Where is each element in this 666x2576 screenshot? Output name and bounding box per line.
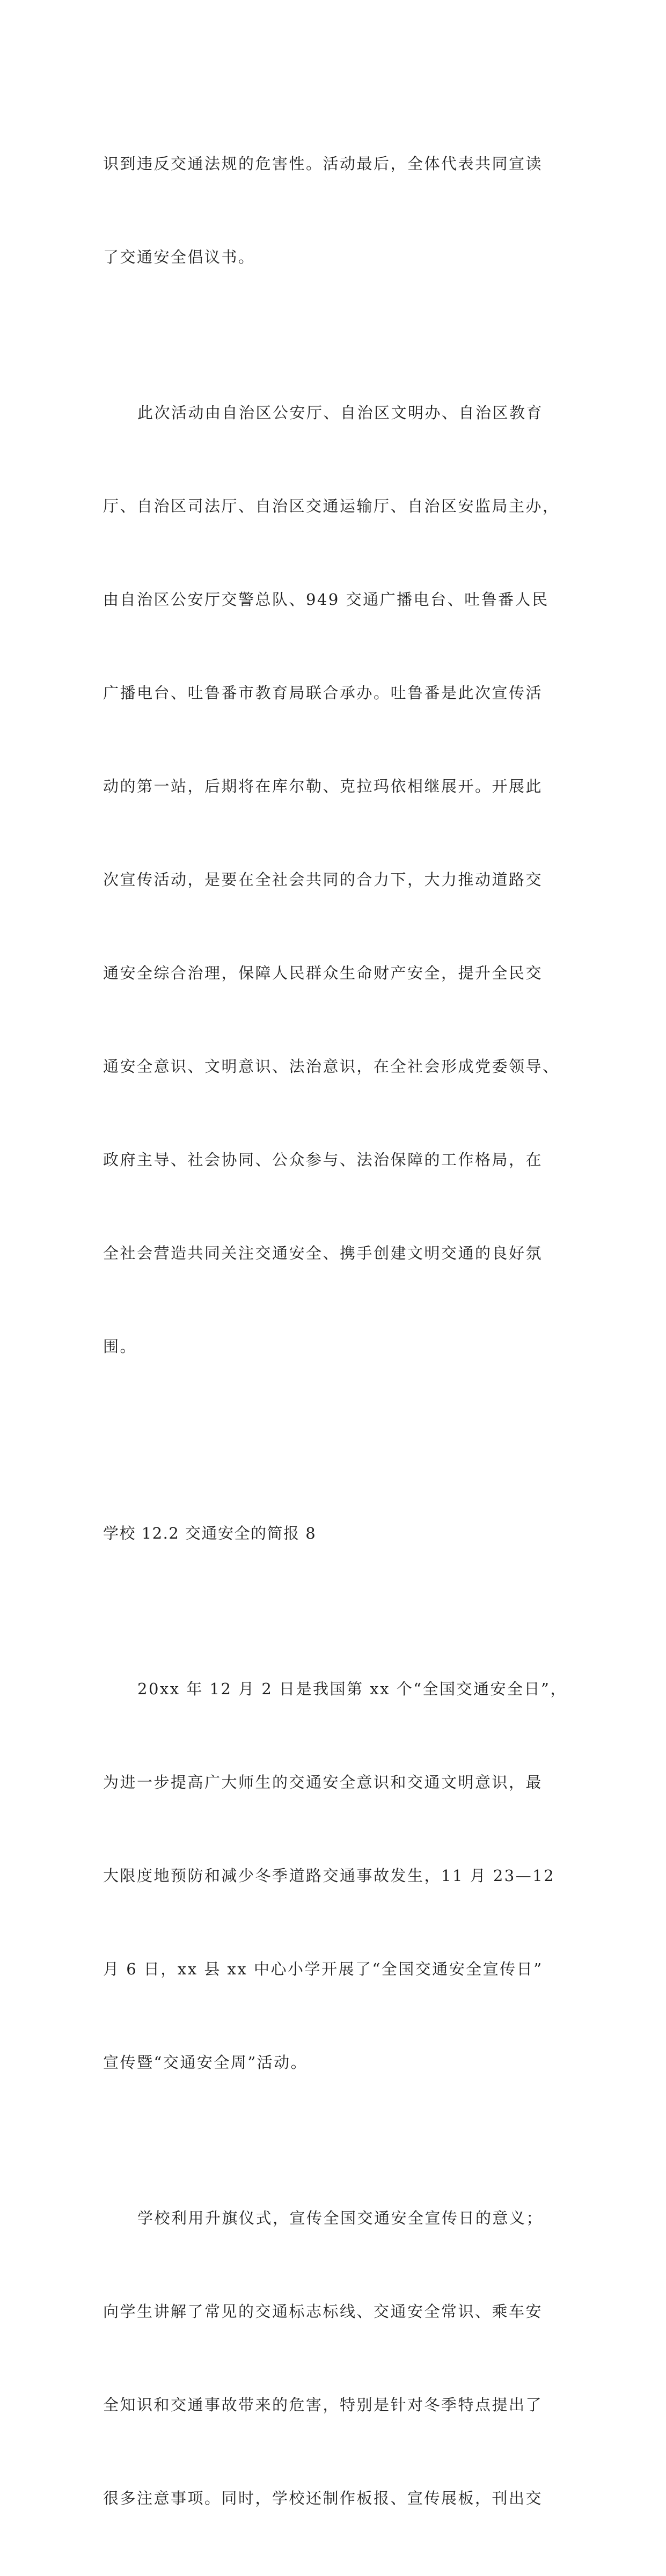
document-body xyxy=(103,86,567,2576)
text-line: 围。 xyxy=(103,1337,137,1356)
text-line: 由自治区公安厅交警总队、949 交通广播电台、吐鲁番人民 xyxy=(103,590,549,609)
text-line: 大限度地预防和减少冬季道路交通事故发生，11 月 23—12 xyxy=(103,1867,555,1885)
text-line: 全社会营造共同关注交通安全、携手创建文明交通的良好氛 xyxy=(103,1244,543,1262)
section-heading xyxy=(103,1455,563,1611)
paragraph-4 xyxy=(103,2140,563,2576)
text-line: 广播电台、吐鲁番市教育局联合承办。吐鲁番是此次宣传活 xyxy=(103,684,543,702)
text-line: 厅、自治区司法厅、自治区交通运输厅、自治区安监局主办， xyxy=(103,497,560,515)
text-line: 通安全综合治理，保障人民群众生命财产安全，提升全民交 xyxy=(103,964,543,982)
text-line: 次宣传活动，是要在全社会共同的合力下，大力推动道路交 xyxy=(103,870,543,889)
text-line: 动的第一站，后期将在库尔勒、克拉玛依相继展开。开展此 xyxy=(103,777,543,795)
text-line: 宣传暨“交通安全周”活动。 xyxy=(103,2053,308,2072)
text-line: 此次活动由自治区公安厅、自治区文明办、自治区教育 xyxy=(137,404,544,422)
text-line: 政府主导、社会协同、公众参与、法治保障的工作格局，在 xyxy=(103,1151,543,1169)
paragraph-2 xyxy=(103,335,563,1424)
text-line: 月 6 日，xx 县 xx 中心小学开展了“全国交通安全宣传日” xyxy=(103,1960,543,1978)
section-spacer xyxy=(103,1424,563,1455)
text-line: 了交通安全倡议书。 xyxy=(103,248,255,266)
text-line: 通安全意识、文明意识、法治意识，在全社会形成党委领导、 xyxy=(103,1057,560,1075)
text-line: 学校利用升旗仪式，宣传全国交通安全宣传日的意义； xyxy=(137,2209,544,2227)
text-line: 为进一步提高广大师生的交通安全意识和交通文明意识，最 xyxy=(103,1773,543,1791)
paragraph-3 xyxy=(103,1611,567,2140)
text-line: 20xx 年 12 月 2 日是我国第 xx 个“全国交通安全日”， xyxy=(137,1680,567,1698)
text-line: 向学生讲解了常见的交通标志标线、交通安全常识、乘车安 xyxy=(103,2302,543,2321)
text-line: 全知识和交通事故带来的危害，特别是针对冬季特点提出了 xyxy=(103,2396,543,2414)
text-line: 很多注意事项。同时，学校还制作板报、宣传展板，刊出交 xyxy=(103,2489,543,2507)
paragraph-1 xyxy=(103,86,563,335)
text-line: 识到违反交通法规的危害性。活动最后，全体代表共同宣读 xyxy=(103,155,543,173)
heading-text: 学校 12.2 交通安全的简报 8 xyxy=(103,1524,317,1542)
